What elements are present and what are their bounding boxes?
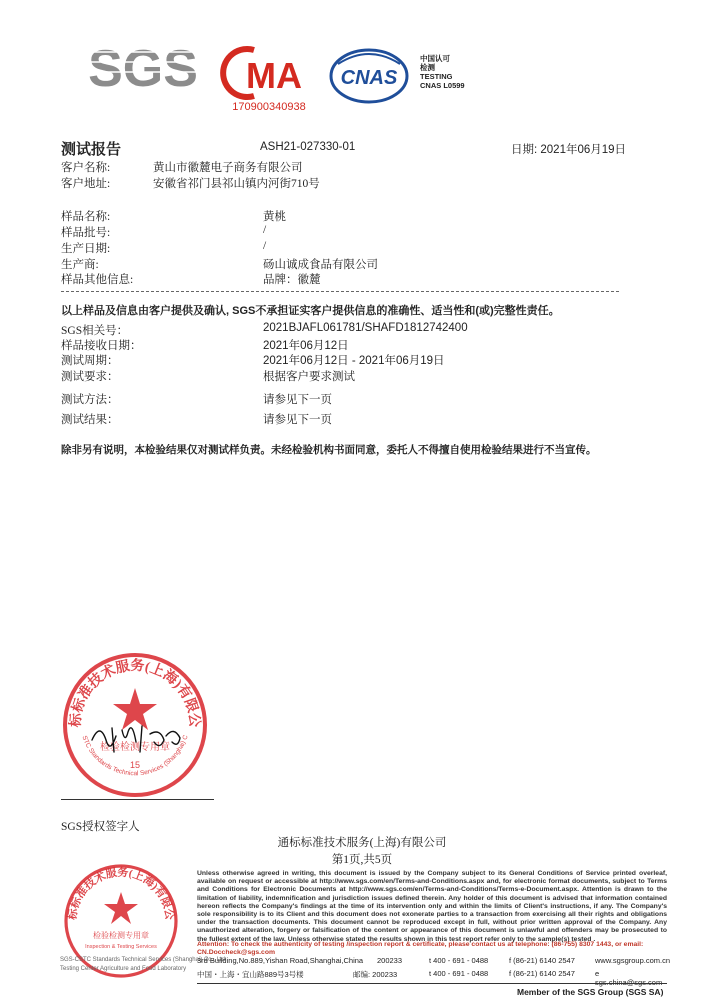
footer-seal-center: 检验检测专用章	[93, 931, 149, 940]
request-label: 测试要求：	[61, 371, 119, 383]
footer-seal-top: 标标准技术服务(上海)有限公	[66, 866, 176, 921]
report-title: 测试报告	[61, 141, 122, 158]
sgs-ref-value: 2021BJAFL061781/SHAFD1812742400	[263, 322, 468, 334]
report-date: 日期: 2021年06月19日	[511, 144, 627, 156]
received-label: 样品接收日期：	[61, 340, 142, 352]
sample-batch-value: /	[263, 224, 267, 236]
cma-logo	[220, 42, 318, 116]
footer-address-en: 3rd Building,No.889,Yishan Road,Shanghai,China	[197, 956, 364, 965]
accreditation-line: TESTING	[420, 72, 453, 81]
sample-batch-label: 样品批号:	[61, 227, 111, 239]
client-address-value: 安徽省祁门县祁山镇内河街710号	[153, 178, 320, 190]
footer-member: Member of the SGS Group (SGS SA)	[517, 987, 664, 997]
accreditation-block	[420, 54, 500, 90]
sgs-ref-label: SGS相关号：	[61, 325, 129, 337]
footer-rule	[197, 983, 667, 984]
request-value: 根据客户要求测试	[263, 371, 355, 383]
sample-prod-date-value: /	[263, 240, 267, 252]
cnas-logo-text: CNAS	[340, 67, 398, 89]
page-info: 第1页,共5页	[331, 854, 393, 866]
cma-logo-text: MA	[246, 55, 302, 96]
footer-attention: Attention: To check the authenticity of testing /inspection report & certificate, please contact us at telephone: (86-755) 8307 1443, or email: CN.Doccheck@sgs.com	[197, 941, 644, 957]
accreditation-line: 检测	[420, 63, 435, 72]
client-name-value: 黄山市徽麓电子商务有限公司	[153, 162, 303, 174]
footer-stamp-line: Testing Center Agriculture and Food Laboratory	[60, 966, 187, 972]
company-name: 通标标准技术服务(上海)有限公司	[277, 837, 447, 849]
footer-tel-en: t 400 - 691 - 0488	[429, 956, 489, 965]
period-label: 测试周期：	[61, 355, 119, 367]
footer-contact-cn	[197, 969, 667, 987]
footer-zip-en: 200233	[377, 956, 403, 965]
notice: 除非另有说明，本检验结果仅对测试样负责。未经检验机构书面同意，委托人不得擅自使用检验结果进行不当宣传。	[61, 444, 597, 456]
method-value: 请参见下一页	[263, 394, 332, 406]
sample-prod-date-label: 生产日期:	[61, 243, 111, 255]
sample-manufacturer-value: 砀山诚成食品有限公司	[263, 259, 378, 271]
footer-web-en: www.sgsgroup.com.cn	[595, 956, 671, 965]
footer-fax-cn: f (86-21) 6140 2547	[509, 969, 575, 978]
disclaimer: 以上样品及信息由客户提供及确认, SGS不承担证实客户提供信息的准确性、适当性和(或)完整性责任。	[61, 305, 560, 317]
footer-zip-cn: 邮编: 200233	[353, 970, 398, 979]
sgs-logo-text: SGS	[88, 40, 198, 98]
footer-tel-cn: t 400 - 691 - 0488	[429, 969, 489, 978]
sample-name-label: 样品名称:	[61, 211, 111, 223]
period-value: 2021年06月12日 - 2021年06月19日	[263, 355, 445, 367]
sample-other-value: 品牌：徽麓	[263, 274, 321, 286]
footer-web-cn: e sgs.china@sgs.com	[595, 969, 663, 987]
footer-contact-en	[197, 956, 671, 967]
sample-other-label: 样品其他信息:	[61, 274, 134, 286]
client-address-label: 客户地址:	[61, 178, 111, 190]
received-value: 2021年06月12日	[263, 340, 349, 352]
seal-bottom-text: STC Standards Technical Services (Shanghai) C	[80, 734, 190, 778]
cma-number: 170900340938	[232, 101, 306, 113]
signature-line	[61, 799, 214, 800]
sample-name-value: 黄桃	[263, 211, 286, 223]
seal-center-text: 检验检测专用章	[100, 742, 170, 753]
footer-fax-en: f (86-21) 6140 2547	[509, 956, 575, 965]
footer-seal-en: Inspection & Testing Services	[85, 944, 157, 950]
handwritten-signature	[82, 718, 192, 758]
sample-manufacturer-label: 生产商:	[61, 259, 99, 271]
result-value: 请参见下一页	[263, 414, 332, 426]
signatory-label: SGS授权签字人	[61, 821, 140, 833]
method-label: 测试方法：	[61, 394, 119, 406]
seal-number: 15	[129, 760, 141, 770]
accreditation-line: CNAS L0599	[420, 81, 465, 90]
report-number: ASH21-027330-01	[260, 141, 356, 153]
divider	[61, 291, 619, 292]
sgs-logo	[88, 38, 198, 100]
footer-address-cn: 中国・上海・宜山路889号3号楼	[197, 970, 304, 979]
cnas-logo	[328, 46, 410, 106]
accreditation-line: 中国认可	[420, 54, 450, 63]
footer-legal-text: Unless otherwise agreed in writing, this document is issued by the Company subject to its General Conditions of Service printed overleaf, available on request or accessible at http://www.sgs.com/en/Terms-and-Conditions.aspx and, for electronic format documents, subject to Terms and Conditions for Electronic Documents at http://www.sgs.com/en/Terms-and-Conditions/Terms-e-Document.aspx. Attention is drawn to the limitation of liability, indemnification and jurisdiction issues defined therein. Any holder of this document is advised that information contained hereon reflects the Company's findings at the time of its intervention only and within the limits of Client's instructions, if any. The Company's sole responsibility is to its Client and this document does not exonerate parties to a transaction from exercising all their rights and obligations under the transaction documents. This document cannot be reproduced except in full, without prior written approval of the Company. Any unauthorized alteration, forgery or falsification of the content or appearance of this document is unlawful and offenders may be prosecuted to the fullest extent of the law. Unless otherwise stated the results shown in this test report refer only to the sample(s) tested .	[197, 870, 667, 943]
footer-stamp-line: SGS-CSTC Standards Technical Services (Shanghai) Co., Ltd.	[60, 957, 227, 963]
result-label: 测试结果：	[61, 414, 119, 426]
seal-top-text: 标标准技术服务(上海)有限公	[68, 658, 202, 728]
client-name-label: 客户名称:	[61, 162, 111, 174]
